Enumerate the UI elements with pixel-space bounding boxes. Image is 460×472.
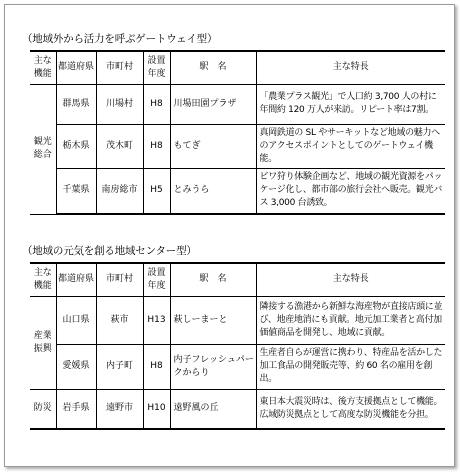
group-label: 産業振興 [30, 296, 56, 389]
cell-municipality: 川場村 [96, 84, 143, 124]
cell-feature: 隣接する漁港から新鮮な海産物が直接店頭に並び、地産地消にも貢献。地元加工業者と高付加価値商品を開発し、地域に貢献。 [256, 296, 445, 344]
cell-year: H13 [143, 296, 170, 344]
cell-year: H8 [143, 344, 170, 389]
cell-prefecture: 栃木県 [56, 124, 96, 168]
cell-prefecture: 愛媛県 [56, 344, 96, 389]
cell-year: H5 [143, 168, 170, 214]
cell-municipality: 茂木町 [96, 124, 143, 168]
header-features: 主な特長 [256, 263, 445, 296]
document-page [4, 4, 455, 467]
header-function: 主な機能 [30, 51, 56, 84]
header-year: 設置年度 [143, 263, 170, 296]
table-row [30, 389, 445, 429]
table-row [30, 168, 445, 214]
regional-center-table [30, 262, 445, 430]
cell-feature: ビワ狩り体験企画など、地域の観光資源をパッケージ化し、都市部の旅行会社へ販売。観光バス 3,000 台誘致。 [256, 168, 445, 214]
header-features: 主な特長 [256, 51, 445, 84]
header-station: 駅 名 [170, 263, 256, 296]
header-prefecture: 都道府県 [56, 263, 96, 296]
header-station: 駅 名 [170, 51, 256, 84]
table-row [30, 84, 445, 124]
table-row [30, 344, 445, 389]
cell-station: とみうら [170, 168, 256, 214]
cell-feature: 真岡鉄道の SL やサーキットなど地域の魅力へのアクセスポイントとしてのゲートウェイ機能。 [256, 124, 445, 168]
cell-prefecture: 岩手県 [56, 389, 96, 429]
table-row [30, 124, 445, 168]
cell-feature: 生産者自らが運営に携わり、特産品を活かした加工食品の開発販売等、約 60 名の雇用を創出。 [256, 344, 445, 389]
cell-station: 萩しーまーと [170, 296, 256, 344]
table-header-row [30, 51, 445, 84]
cell-station: もてぎ [170, 124, 256, 168]
header-prefecture: 都道府県 [56, 51, 96, 84]
table-row [30, 296, 445, 344]
cell-feature: 東日本大震災時は、後方支援拠点として機能。広域防災拠点として高度な防災機能を分担。 [256, 389, 445, 429]
section-title-gateway: （地域外から活力を呼ぶゲートウェイ型） [22, 33, 218, 45]
cell-station: 遠野風の丘 [170, 389, 256, 429]
header-function: 主な機能 [30, 263, 56, 296]
gateway-table [30, 50, 445, 215]
section-title-regional-center: （地域の元気を創る地域センター型） [22, 245, 197, 257]
cell-feature: 「農業プラス観光」で人口約 3,700 人の村に年間約 120 万人が来訪。リピート率は7割。 [256, 84, 445, 124]
header-year: 設置年度 [143, 51, 170, 84]
group-label: 観光総合 [30, 84, 56, 214]
cell-station: 内子フレッシュパークからり [170, 344, 256, 389]
cell-prefecture: 群馬県 [56, 84, 96, 124]
cell-municipality: 内子町 [96, 344, 143, 389]
cell-year: H8 [143, 84, 170, 124]
cell-prefecture: 山口県 [56, 296, 96, 344]
table-header-row [30, 263, 445, 296]
header-municipality: 市町村 [96, 263, 143, 296]
cell-station: 川場田園プラザ [170, 84, 256, 124]
cell-year: H10 [143, 389, 170, 429]
cell-municipality: 萩市 [96, 296, 143, 344]
cell-prefecture: 千葉県 [56, 168, 96, 214]
header-municipality: 市町村 [96, 51, 143, 84]
cell-municipality: 南房総市 [96, 168, 143, 214]
cell-municipality: 遠野市 [96, 389, 143, 429]
cell-year: H8 [143, 124, 170, 168]
group-label: 防災 [30, 389, 56, 429]
